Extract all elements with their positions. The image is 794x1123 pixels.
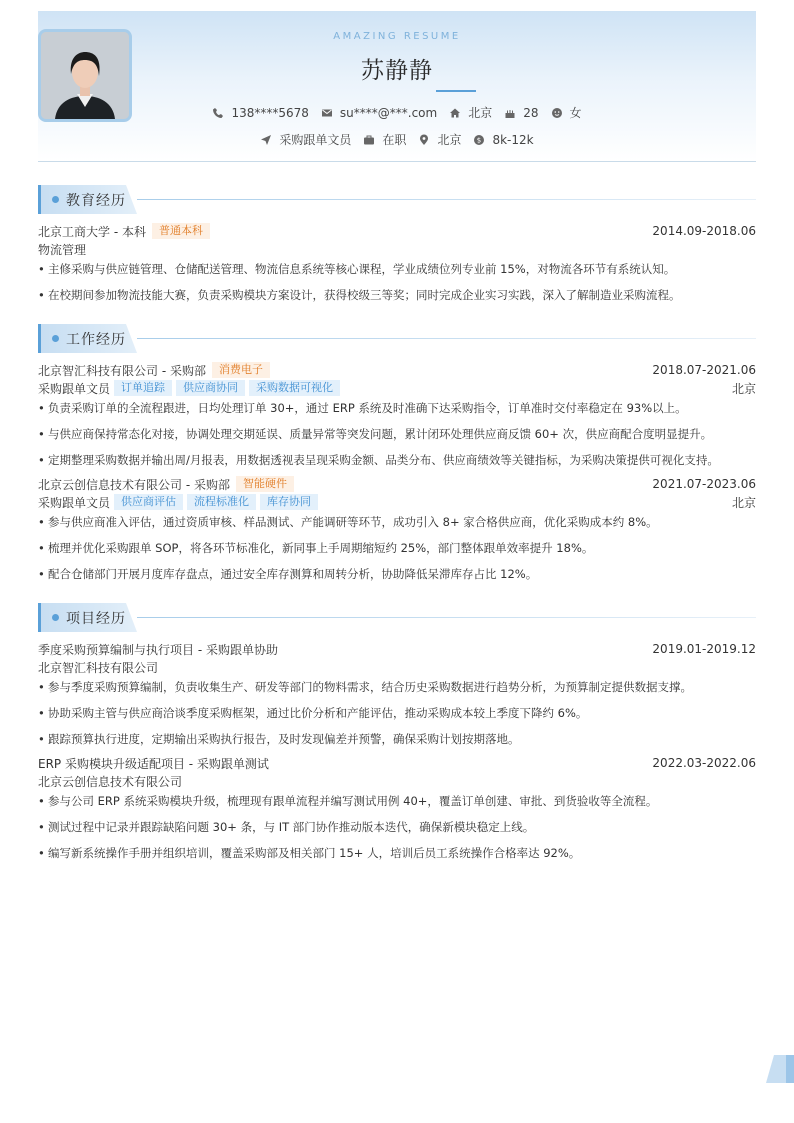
section-title-work: 工作经历	[38, 324, 756, 354]
gender-info: 女	[551, 104, 582, 121]
work-city: 北京	[731, 495, 756, 510]
phone-icon	[212, 107, 224, 119]
education-major-line	[38, 241, 756, 257]
skill-tag: 供应商协同	[176, 380, 245, 396]
education-bullet: • 在校期间参加物流技能大赛，负责采购模块方案设计，获得校级三等奖；同时完成企业实习实践，深入了解制造业采购流程。	[38, 287, 756, 303]
work-company-line	[38, 362, 756, 378]
project-title: 季度采购预算编制与执行项目 - 采购跟单协助	[38, 642, 278, 657]
tagline: AMAZING RESUME	[333, 31, 461, 42]
company-name: 北京云创信息技术有限公司 - 采购部	[38, 477, 230, 492]
phone-info: 138****5678	[212, 106, 308, 120]
name-underline	[436, 90, 476, 92]
work-bullet: • 梳理并优化采购跟单 SOP，将各环节标准化，新同事上手周期缩短约 25%，部门整体跟单效率提升 18%。	[38, 540, 756, 556]
skill-tag: 库存协同	[260, 494, 318, 510]
project-org-line	[38, 773, 756, 789]
home-icon	[449, 107, 461, 119]
work-city: 北京	[731, 381, 756, 396]
project-title-line	[38, 755, 756, 771]
project-date: 2019.01-2019.12	[652, 642, 756, 656]
job-role: 采购跟单文员	[38, 381, 111, 396]
project-bullet: • 参与公司 ERP 系统采购模块升级，梳理现有跟单流程并编写测试用例 40+，覆盖订单创建、审批、到货验收等全流程。	[38, 793, 756, 809]
age-info: 28	[504, 106, 538, 120]
target-city-info: 北京	[418, 131, 461, 148]
project-bullet: • 测试过程中记录并跟踪缺陷问题 30+ 条，与 IT 部门协作推动版本迭代，确保新模块稳定上线。	[38, 819, 756, 835]
education-date: 2014.09-2018.06	[652, 224, 756, 238]
work-company-line	[38, 476, 756, 492]
skill-tag: 采购数据可视化	[249, 380, 340, 396]
work-date: 2021.07-2023.06	[652, 477, 756, 491]
project-title: ERP 采购模块升级适配项目 - 采购跟单测试	[38, 756, 269, 771]
project-org-line	[38, 659, 756, 675]
section-dot	[52, 335, 59, 342]
cake-icon	[504, 107, 516, 119]
skill-tag: 订单追踪	[114, 380, 172, 396]
target-position-info: 采购跟单文员	[260, 131, 351, 148]
project-bullet: • 编写新系统操作手册并组织培训，覆盖采购部及相关部门 15+ 人，培训后员工系统操作合格率达 92%。	[38, 845, 756, 861]
work-bullet: • 配合仓储部门开展月度库存盘点，通过安全库存测算和周转分析，协助降低呆滞库存占比 12%。	[38, 566, 756, 582]
major: 物流管理	[38, 242, 87, 257]
contact-row	[38, 104, 756, 121]
education-bullet: • 主修采购与供应链管理、仓储配送管理、物流信息系统等核心课程，学业成绩位列专业前 15%，对物流各环节有系统认知。	[38, 261, 756, 277]
money-icon	[473, 134, 485, 146]
section-dot	[52, 196, 59, 203]
email-info: su****@***.com	[321, 106, 437, 120]
work-bullet: • 参与供应商准入评估，通过资质审核、样品测试、产能调研等环节，成功引入 8+ 家合格供应商，优化采购成本约 8%。	[38, 514, 756, 530]
section-dot	[52, 614, 59, 621]
project-date: 2022.03-2022.06	[652, 756, 756, 770]
resume-header	[38, 11, 756, 162]
job-intent-row	[38, 131, 756, 148]
section-title-education: 教育经历	[38, 185, 756, 215]
project-title-line	[38, 641, 756, 657]
corner-decoration-accent	[786, 1055, 794, 1083]
project-org: 北京云创信息技术有限公司	[38, 774, 183, 789]
work-role-line	[38, 380, 756, 396]
face-icon	[551, 107, 563, 119]
work-bullet: • 负责采购订单的全流程跟进，日均处理订单 30+，通过 ERP 系统及时准确下达采购指令，订单准时交付率稳定在 93%以上。	[38, 400, 756, 416]
skill-tag: 流程标准化	[187, 494, 256, 510]
home-info: 北京	[449, 104, 492, 121]
section-title-project: 项目经历	[38, 603, 756, 633]
work-bullet: • 与供应商保持常态化对接，协调处理交期延误、质量异常等突发问题，累计闭环处理供应商反馈 60+ 次，供应商配合度明显提升。	[38, 426, 756, 442]
skill-tag: 供应商评估	[114, 494, 183, 510]
company-name: 北京智汇科技有限公司 - 采购部	[38, 363, 206, 378]
location-pin-icon	[418, 134, 430, 146]
status-info: 在职	[363, 131, 406, 148]
briefcase-icon	[363, 134, 375, 146]
project-bullet: • 参与季度采购预算编制，负责收集生产、研发等部门的物料需求，结合历史采购数据进行趋势分析，为预算制定提供数据支撑。	[38, 679, 756, 695]
degree-badge: 普通本科	[152, 223, 210, 239]
project-bullet: • 跟踪预算执行进度，定期输出采购执行报告，及时发现偏差并预警，确保采购计划按期落地。	[38, 731, 756, 747]
salary-info: $ 8k-12k	[473, 133, 533, 147]
work-bullet: • 定期整理采购数据并输出周/月报表，用数据透视表呈现采购金额、品类分布、供应商绩效等关键指标，为采购决策提供可视化支持。	[38, 452, 756, 468]
industry-badge: 智能硬件	[236, 476, 294, 492]
send-icon	[260, 134, 272, 146]
work-date: 2018.07-2021.06	[652, 363, 756, 377]
candidate-name: 苏静静	[361, 58, 433, 84]
project-bullet: • 协助采购主管与供应商洽谈季度采购框架，通过比价分析和产能评估，推动采购成本较上季度下降约 6%。	[38, 705, 756, 721]
svg-text:$: $	[477, 136, 482, 144]
mail-icon	[321, 107, 333, 119]
education-school-line	[38, 223, 756, 239]
work-role-line	[38, 494, 756, 510]
industry-badge: 消费电子	[212, 362, 270, 378]
job-role: 采购跟单文员	[38, 495, 111, 510]
school-name: 北京工商大学 - 本科	[38, 224, 146, 239]
project-org: 北京智汇科技有限公司	[38, 660, 159, 675]
